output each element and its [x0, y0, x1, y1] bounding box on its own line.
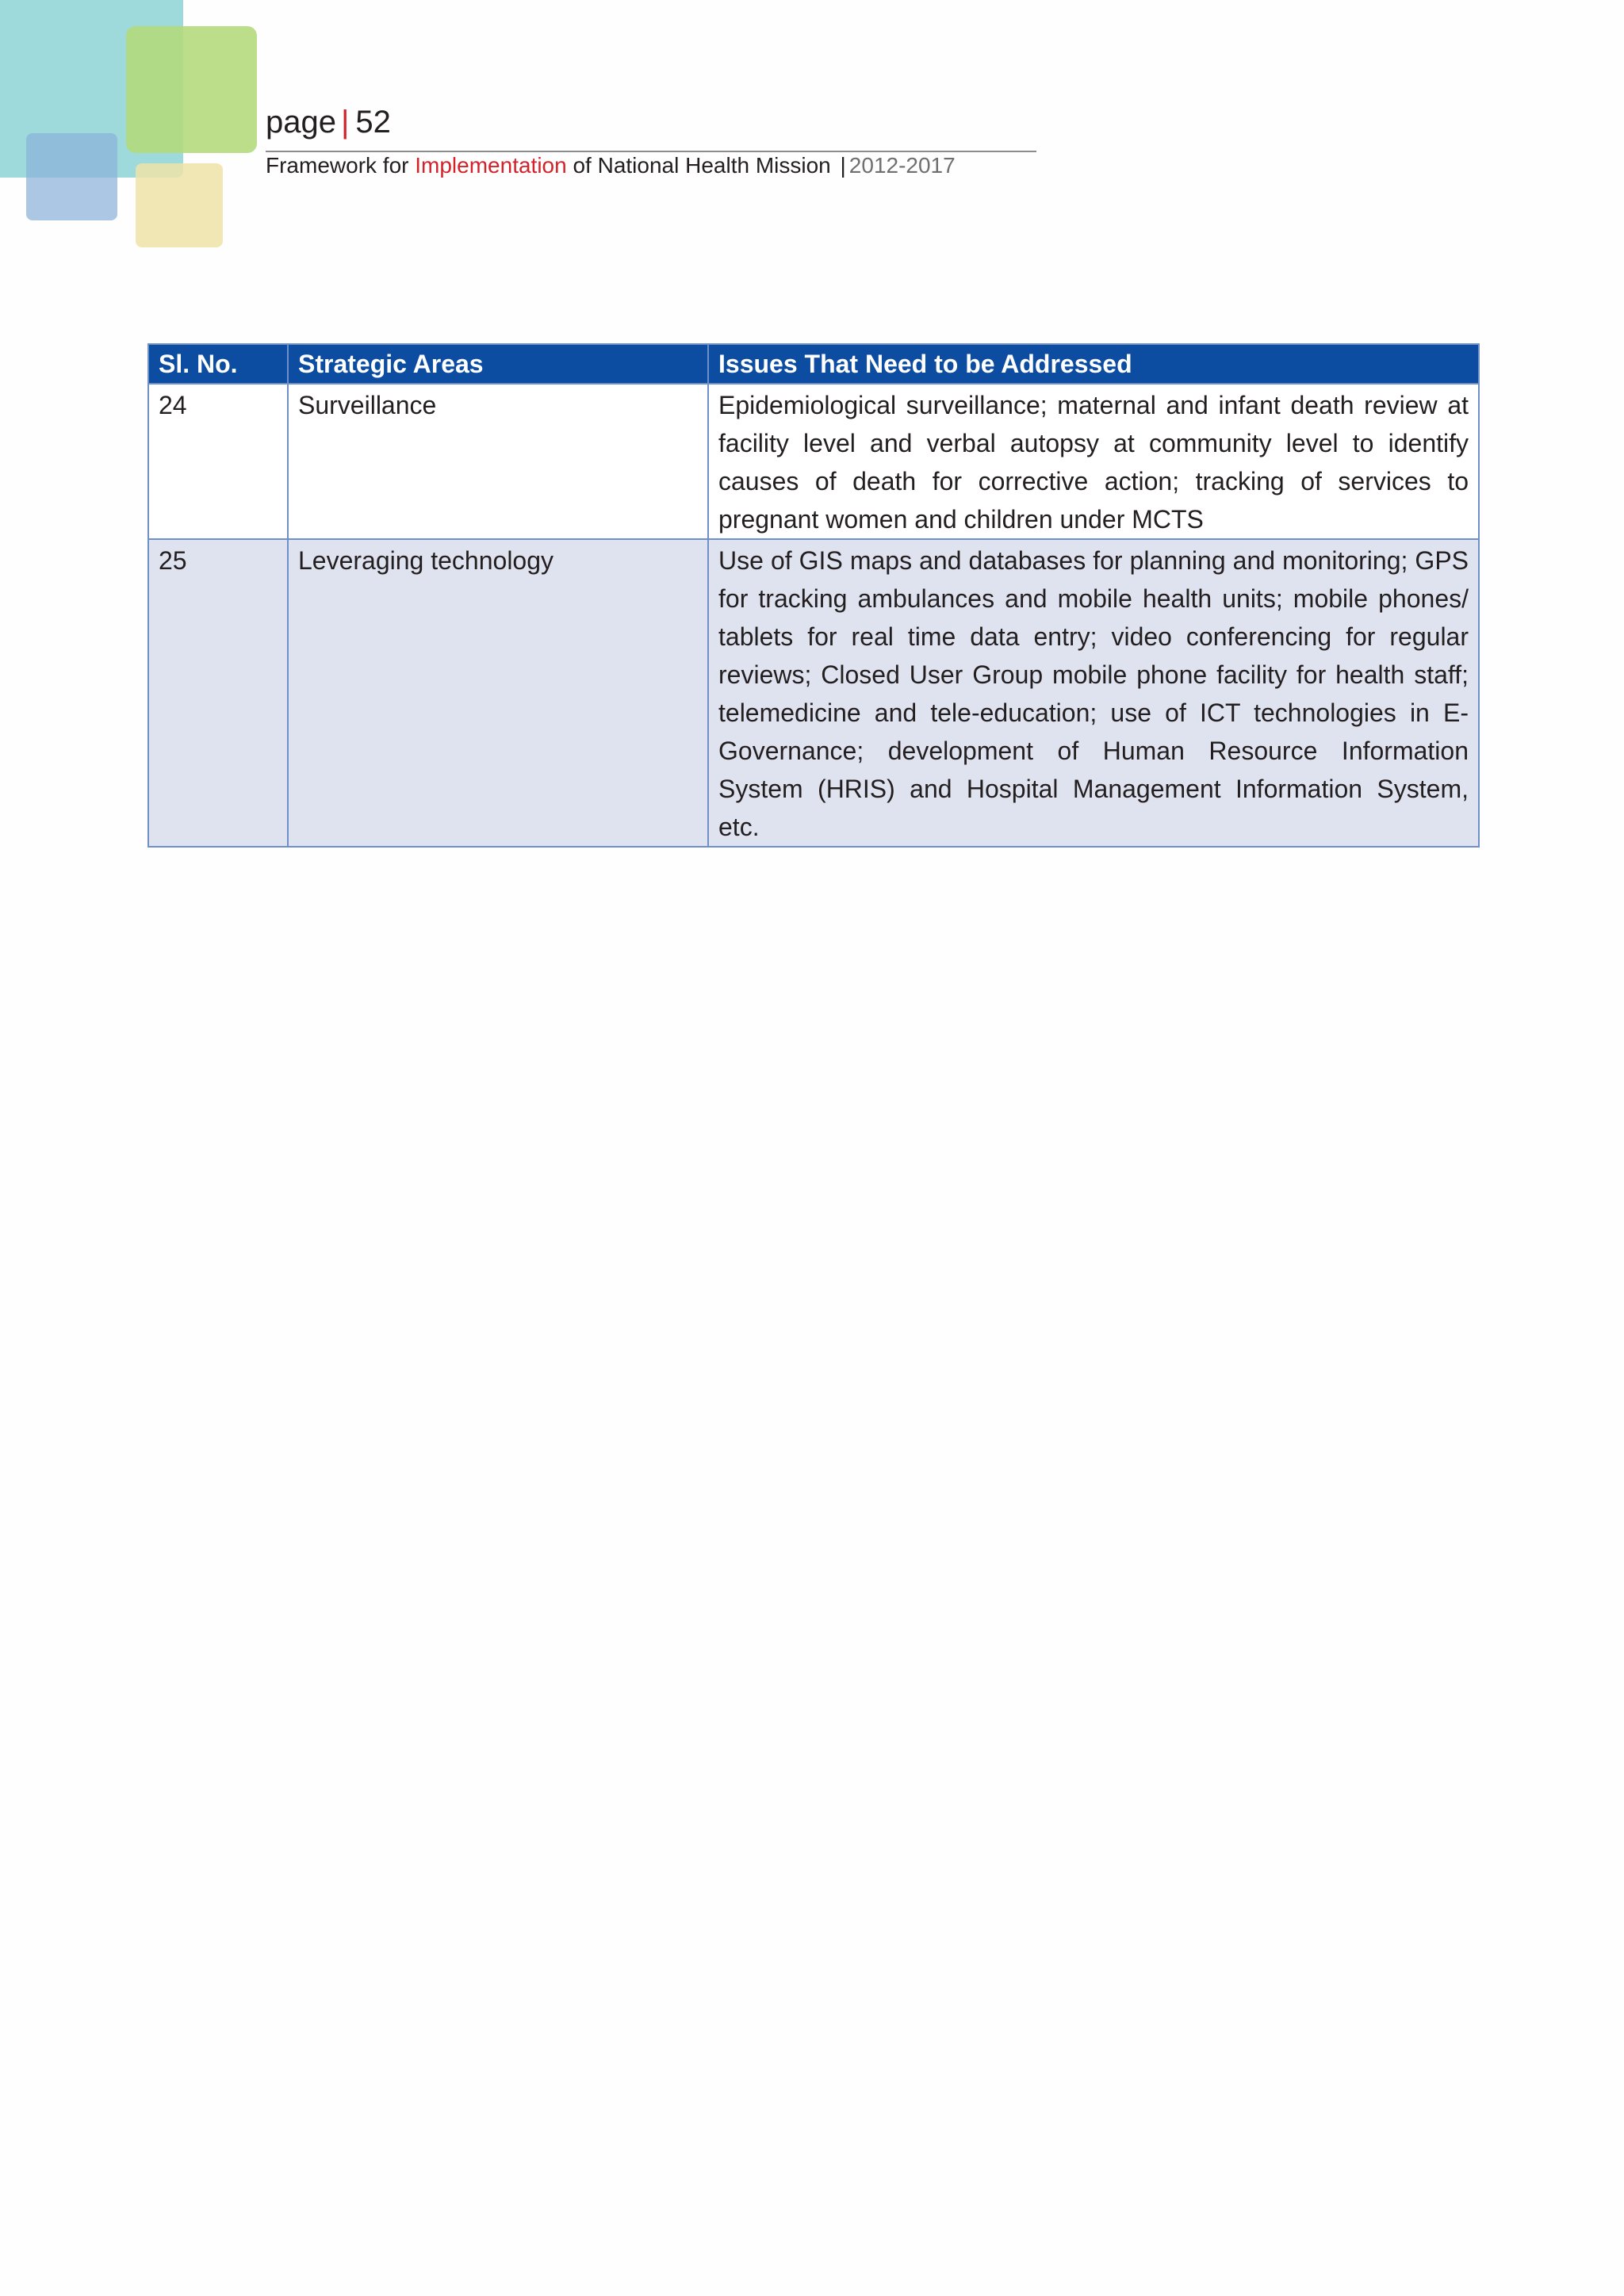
subtitle-separator: |: [840, 153, 846, 178]
cell-strategic-area: Surveillance: [288, 384, 708, 539]
decorative-square-green: [126, 26, 257, 153]
subtitle-highlight: Implementation: [415, 153, 567, 178]
subtitle-part1: Framework for: [266, 153, 416, 178]
page-word: page: [266, 105, 336, 140]
cell-sl-no: 25: [148, 539, 288, 847]
table-row: [148, 539, 1479, 847]
cell-strategic-area: Leveraging technology: [288, 539, 708, 847]
subtitle-part2: of National Health Mission: [566, 153, 837, 178]
page-number: 52: [355, 105, 391, 140]
cell-issues: Use of GIS maps and databases for planning and monitoring; GPS for tracking ambulances and mobile health units; mobile phones/ tablets for real time data entry; video conferencing for regular reviews; Closed User Group mobile phone facility for health staff; telemedicine and tele-education; use of ICT technologies in E-Governance; development of Human Resource Information System (HRIS) and Hospital Management Information System, etc.: [708, 539, 1479, 847]
column-header-issues: Issues That Need to be Addressed: [708, 344, 1479, 384]
decorative-square-yellow: [136, 163, 223, 247]
column-header-strategic-areas: Strategic Areas: [288, 344, 708, 384]
strategic-areas-table: [147, 343, 1480, 848]
page-number-label: [266, 101, 391, 143]
table-header-row: [148, 344, 1479, 384]
cell-sl-no: 24: [148, 384, 288, 539]
cell-issues: Epidemiological surveillance; maternal and infant death review at facility level and verbal autopsy at community level to identify causes of death for corrective action; tracking of services to pregnant women and children under MCTS: [708, 384, 1479, 539]
subtitle-years: 2012-2017: [848, 153, 956, 178]
page-separator: |: [340, 105, 350, 140]
column-header-sl-no: Sl. No.: [148, 344, 288, 384]
table-row: [148, 384, 1479, 539]
document-subtitle: [266, 151, 956, 180]
decorative-square-blue: [26, 133, 117, 220]
